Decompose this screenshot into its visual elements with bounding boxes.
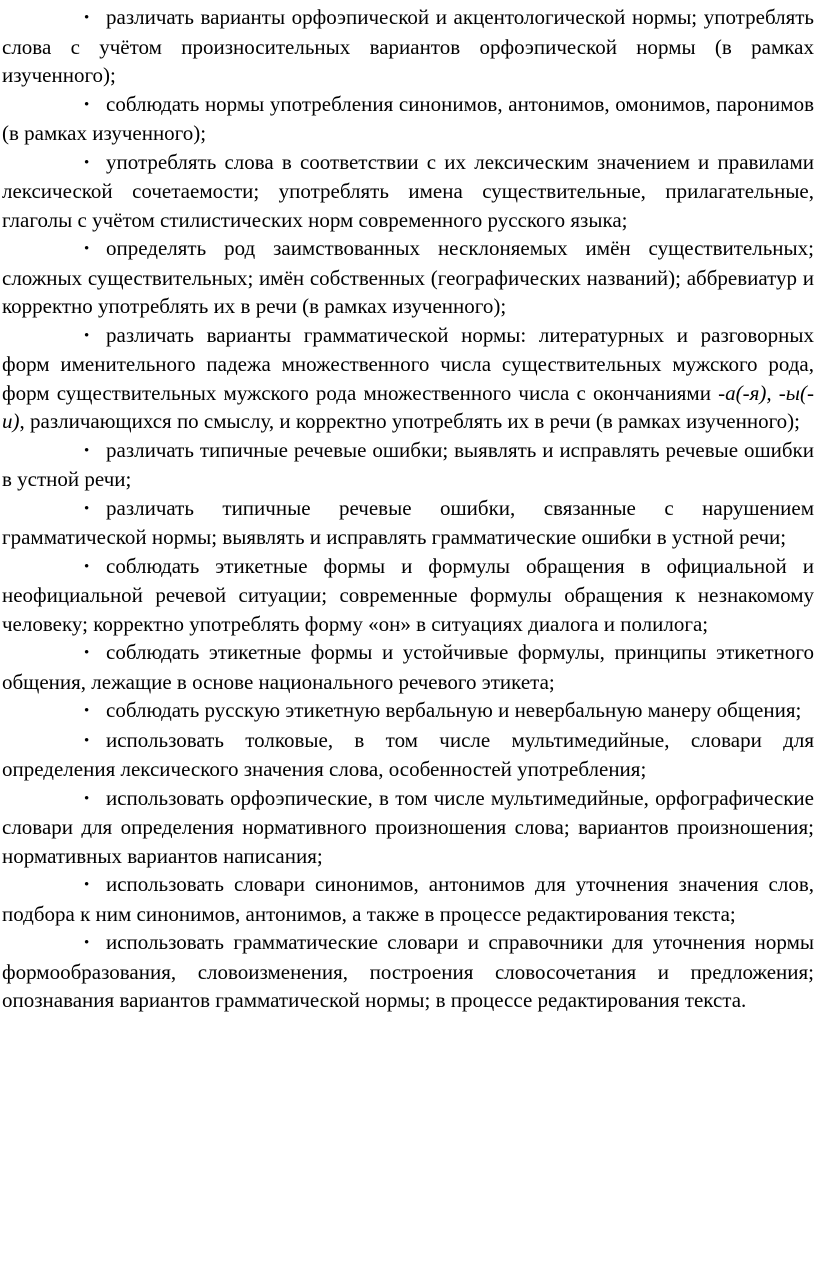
list-item-text: определять род заимствованных несклоняемых имён существительных; сложных существительных; имён собственных (географических названий); аббревиатур и корректно употреблять их в речи (в рамках изученного); xyxy=(2,236,814,318)
bullet-dot-icon: • xyxy=(84,241,90,257)
list-item xyxy=(2,3,814,90)
list-item-text: соблюдать русскую этикетную вербальную и невербальную манеру общения; xyxy=(106,698,802,722)
document-page xyxy=(2,3,814,1015)
list-item-text: различать типичные речевые ошибки, связанные с нарушением грамматической нормы; выявлять и исправлять грамматические ошибки в устной речи; xyxy=(2,495,814,549)
list-item xyxy=(2,494,814,552)
list-item-text: соблюдать этикетные формы и формулы обращения в официальной и неофициальной речевой ситуации; современные формулы обращения к незнакомому человеку; корректно употреблять форму «он» в ситуациях диалога и полилога; xyxy=(2,553,814,636)
bullet-dot-icon: • xyxy=(84,703,90,719)
list-item xyxy=(2,234,814,321)
bullet-dot-icon: • xyxy=(84,154,90,171)
list-item xyxy=(2,726,814,784)
bullet-dot-icon: • xyxy=(84,877,90,893)
list-item xyxy=(2,552,814,639)
bullet-dot-icon: • xyxy=(84,558,90,575)
list-item-text: соблюдать этикетные формы и устойчивые формулы, принципы этикетного общения, лежащие в основе национального речевого этикета; xyxy=(2,640,814,694)
bullet-dot-icon: • xyxy=(84,645,90,661)
bullet-dot-icon: • xyxy=(84,790,90,807)
list-item-text: различать варианты грамматической нормы: литературных и разговорных форм именительного падежа множественного числа существительных мужского рода, форм существительных мужского рода множественного числа с окончаниями xyxy=(2,322,814,405)
list-item xyxy=(2,436,814,494)
list-item-text: использовать орфоэпические, в том числе мультимедийные, орфографические словари для определения нормативного произношения слова; вариантов произношения; нормативных вариантов написания; xyxy=(2,785,814,868)
list-item xyxy=(2,638,814,696)
list-item-text: различать типичные речевые ошибки; выявлять и исправлять речевые ошибки в устной речи; xyxy=(2,437,814,491)
list-item-text: использовать словари синонимов, антонимов для уточнения значения слов, подбора к ним синонимов, антонимов, а также в процессе редактирования текста; xyxy=(2,872,814,926)
bullet-dot-icon: • xyxy=(84,935,90,951)
list-item-text: использовать толковые, в том числе мультимедийные, словари для определения лексического значения слова, особенностей употребления; xyxy=(2,727,814,781)
list-item xyxy=(2,321,814,436)
list-item xyxy=(2,928,814,1015)
list-item xyxy=(2,148,814,235)
bullet-dot-icon: • xyxy=(84,500,90,517)
list-item xyxy=(2,870,814,928)
list-item xyxy=(2,784,814,871)
list-item-text-end: , различающихся по смыслу, и корректно употреблять их в речи (в рамках изученного); xyxy=(19,409,800,433)
bullet-dot-icon: • xyxy=(84,96,90,113)
bullet-dot-icon: • xyxy=(84,732,90,749)
list-item-text: употреблять слова в соответствии с их лексическим значением и правилами лексической сочетаемости; употреблять имена существительные, прилагательные, глаголы с учётом стилистических норм современного русского языка; xyxy=(2,149,814,232)
list-item xyxy=(2,696,814,726)
bullet-dot-icon: • xyxy=(84,10,90,26)
list-item-text: различать варианты орфоэпической и акцентологической нормы; употреблять слова с учётом произносительных вариантов орфоэпической нормы (в рамках изученного); xyxy=(2,5,814,87)
list-item xyxy=(2,90,814,148)
bullet-dot-icon: • xyxy=(84,327,90,344)
list-item-text: использовать грамматические словари и справочники для уточнения нормы формообразования, словоизменения, построения словосочетания и предложения; опознавания вариантов грамматической нормы; в процессе редактирования текста. xyxy=(2,930,814,1012)
list-item-text: соблюдать нормы употребления синонимов, антонимов, омонимов, паронимов (в рамках изученного); xyxy=(2,91,814,145)
bullet-dot-icon: • xyxy=(84,442,90,459)
list-item-italic-endings: -а(-я), -ы(-и) xyxy=(2,380,815,433)
